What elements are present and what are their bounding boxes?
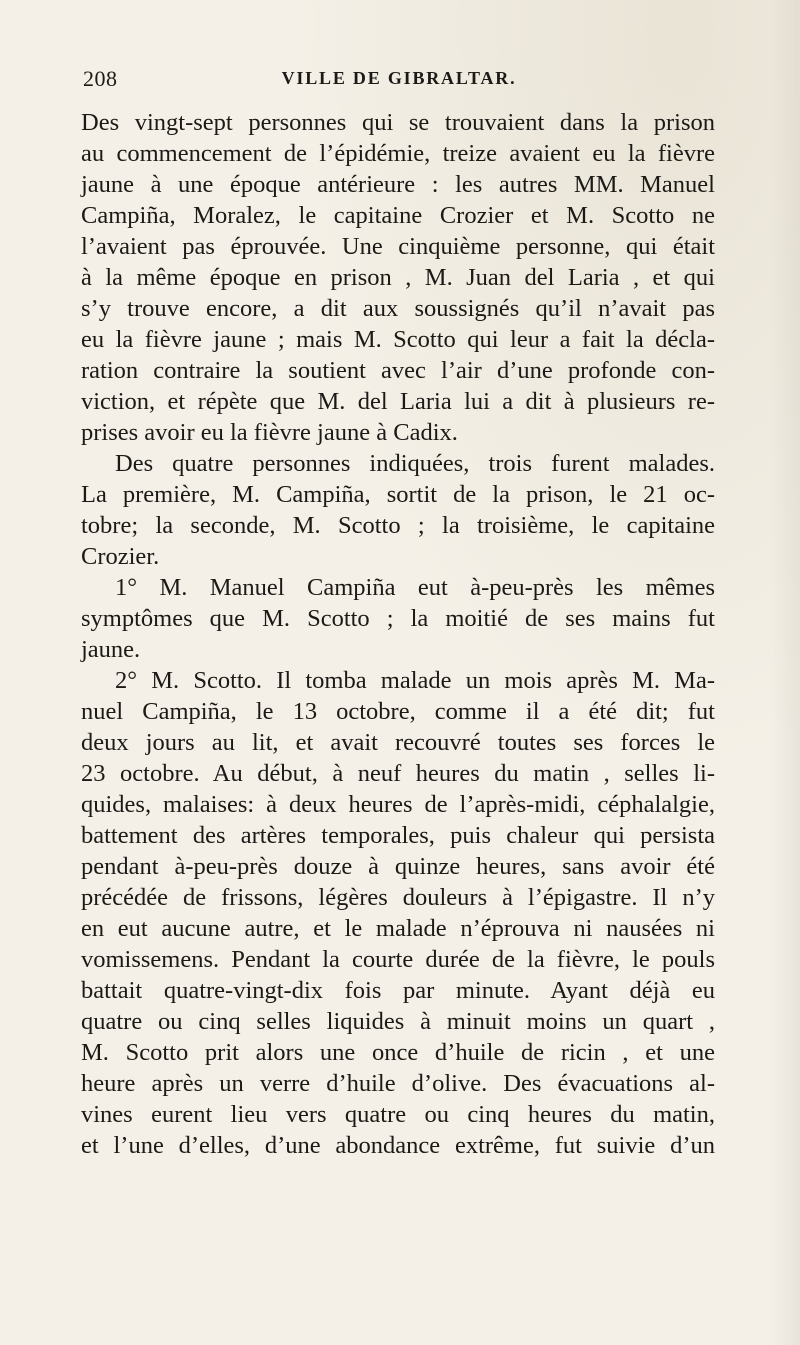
text-line: Campiña, Moralez, le capitaine Crozier et M. Scotto ne — [81, 202, 715, 229]
text-line: M. Scotto prit alors une once d’huile de ricin , et une — [81, 1039, 715, 1066]
text-line: jaune. — [81, 636, 141, 663]
page-header — [83, 66, 715, 92]
text-line: viction, et répète que M. del Laria lui a dit à plusieurs re- — [81, 388, 715, 415]
text-line: prises avoir eu la fièvre jaune à Cadix. — [81, 419, 458, 446]
text-line: tobre; la seconde, M. Scotto ; la troisième, le capitaine — [81, 512, 715, 539]
running-title: VILLE DE GIBRALTAR. — [281, 68, 517, 88]
text-line: au commencement de l’épidémie, treize avaient eu la fièvre — [81, 140, 715, 167]
body-text — [81, 107, 715, 1161]
text-line: Des vingt-sept personnes qui se trouvaient dans la prison — [81, 109, 715, 136]
text-line: ration contraire la soutient avec l’air d’une profonde con- — [81, 357, 715, 384]
text-line: et l’une d’elles, d’une abondance extrême, fut suivie d’un — [81, 1132, 715, 1159]
text-line: à la même époque en prison , M. Juan del Laria , et qui — [81, 264, 715, 291]
text-line: 2° M. Scotto. Il tomba malade un mois après M. Ma- — [115, 667, 715, 694]
text-line: La première, M. Campiña, sortit de la prison, le 21 oc- — [81, 481, 715, 508]
text-line: symptômes que M. Scotto ; la moitié de ses mains fut — [81, 605, 715, 632]
text-line: battait quatre-vingt-dix fois par minute. Ayant déjà eu — [81, 977, 715, 1004]
text-line: deux jours au lit, et avait recouvré toutes ses forces le — [81, 729, 715, 756]
text-line: eu la fièvre jaune ; mais M. Scotto qui leur a fait la décla- — [81, 326, 715, 353]
text-line: s’y trouve encore, a dit aux soussignés qu’il n’avait pas — [81, 295, 715, 322]
text-line: vines eurent lieu vers quatre ou cinq heures du matin, — [81, 1101, 715, 1128]
page-number: 208 — [83, 66, 118, 91]
text-line: Des quatre personnes indiquées, trois furent malades. — [115, 450, 715, 477]
text-line: jaune à une époque antérieure : les autres MM. Manuel — [81, 171, 715, 198]
text-line: 1° M. Manuel Campiña eut à-peu-près les mêmes — [115, 574, 715, 601]
text-line: précédée de frissons, légères douleurs à l’épigastre. Il n’y — [81, 884, 715, 911]
text-line: quides, malaises: à deux heures de l’après-midi, céphalalgie, — [81, 791, 715, 818]
text-line: heure après un verre d’huile d’olive. Des évacuations al- — [81, 1070, 715, 1097]
text-line: 23 octobre. Au début, à neuf heures du matin , selles li- — [81, 760, 715, 787]
text-line: pendant à-peu-près douze à quinze heures, sans avoir été — [81, 853, 715, 880]
text-line: en eut aucune autre, et le malade n’éprouva ni nausées ni — [81, 915, 715, 942]
text-line: l’avaient pas éprouvée. Une cinquième personne, qui était — [81, 233, 715, 260]
text-line: battement des artères temporales, puis chaleur qui persista — [81, 822, 715, 849]
text-line: vomissemens. Pendant la courte durée de la fièvre, le pouls — [81, 946, 715, 973]
text-line: Crozier. — [81, 543, 160, 570]
text-line: quatre ou cinq selles liquides à minuit moins un quart , — [81, 1008, 715, 1035]
text-line: nuel Campiña, le 13 octobre, comme il a été dit; fut — [81, 698, 715, 725]
